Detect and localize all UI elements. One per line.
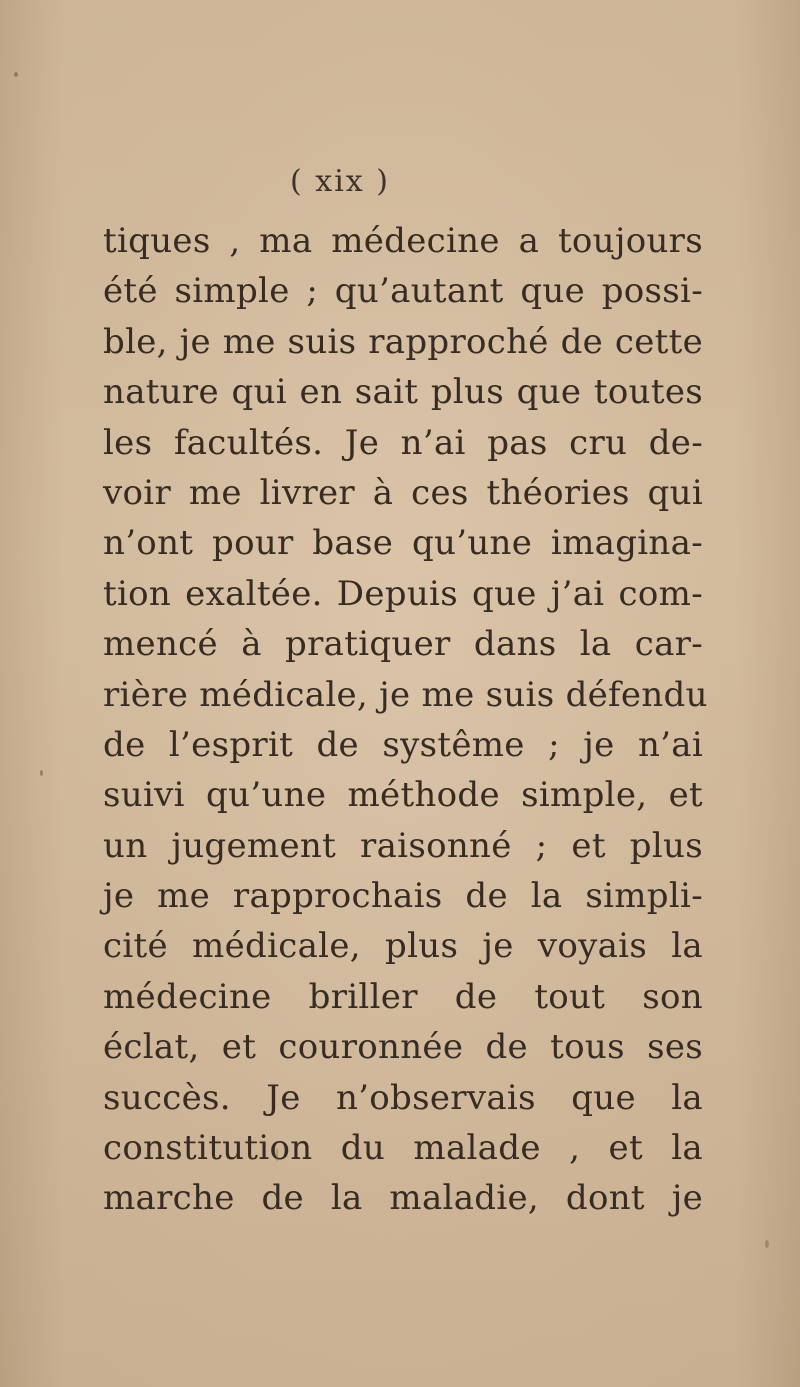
text-line: cité médicale, plus je voyais la — [103, 926, 703, 967]
text-line: succès. Je n’observais que la — [103, 1077, 703, 1118]
page-number-header — [0, 162, 800, 202]
paper-speck — [765, 1240, 769, 1248]
text-line: tiques , ma médecine a toujours — [103, 221, 703, 261]
text-line: n’ont pour base qu’une imagina- — [103, 523, 703, 564]
body-text — [103, 216, 708, 1224]
text-line: constitution du malade , et la — [103, 1128, 703, 1169]
text-line: un jugement raisonné ; et plus — [103, 825, 703, 866]
text-line: été simple ; qu’autant que possi- — [103, 271, 703, 312]
text-line: je me rapprochais de la simpli- — [103, 876, 703, 917]
text-line: les facultés. Je n’ai pas cru de- — [103, 422, 703, 463]
text-line: de l’esprit de systême ; je n’ai — [103, 724, 703, 765]
paper-speck — [40, 770, 43, 776]
text-line: voir me livrer à ces théories qui — [103, 472, 703, 513]
text-line: marche de la maladie, dont je — [103, 1178, 703, 1219]
text-line: éclat, et couronnée de tous ses — [103, 1027, 703, 1068]
text-line: suivi qu’une méthode simple, et — [103, 775, 703, 816]
text-line: ble, je me suis rapproché de cette — [103, 321, 703, 362]
text-line: tion exaltée. Depuis que j’ai com- — [103, 573, 703, 614]
page-number: ( xix ) — [290, 164, 390, 199]
text-line: médecine briller de tout son — [103, 976, 703, 1017]
text-line: mencé à pratiquer dans la car- — [103, 624, 703, 665]
text-line: nature qui en sait plus que toutes — [103, 372, 703, 413]
paper-speck — [14, 72, 18, 77]
paper-speck — [276, 1148, 278, 1162]
text-line: rière médicale, je me suis défendu — [103, 674, 708, 715]
